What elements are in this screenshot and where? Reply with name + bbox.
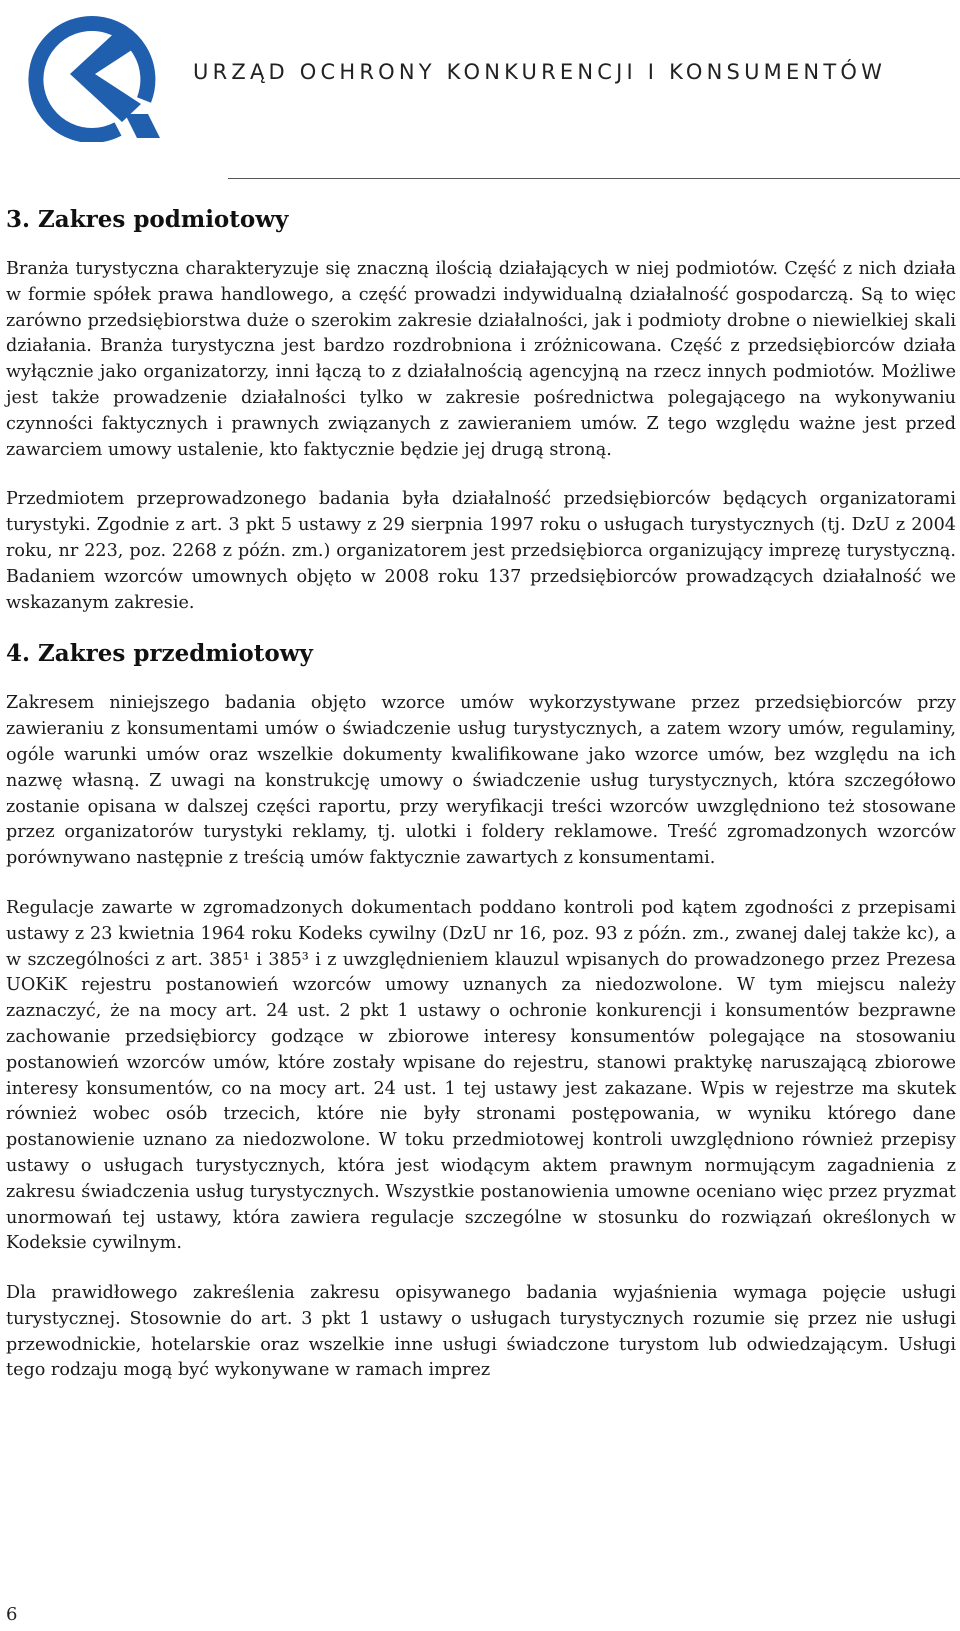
paragraph: Przedmiotem przeprowadzonego badania była działalność przedsiębiorców będących organizatorami turystyki. Zgodnie z art. 3 pkt 5 ustawy z 29 sierpnia 1997 roku o usługach turystycznych (tj. DzU z 2004 roku, nr 223, poz. 2268 z późn. zm.) organizatorem jest przedsiębiorca organizujący imprezę turystyczną. Badaniem wzorców umownych objęto w 2008 roku 137 przedsiębiorców prowadzących działalność we wskazanym zakresie. (6, 489, 956, 613)
uokik-logo-icon (26, 8, 162, 142)
section-heading-zakres-przedmiotowy: 4. Zakres przedmiotowy (6, 640, 313, 668)
section-heading-zakres-podmiotowy: 3. Zakres podmiotowy (6, 206, 289, 233)
page-number: 6 (6, 1604, 18, 1625)
paragraph: Branża turystyczna charakteryzuje się znaczną ilością działających w niej podmiotów. Część z nich działa w formie spółek prawa handlowego, a część prowadzi indywidualną działalność gospodarczą. Są to więc zarówno przedsiębiorstwa duże o szerokim zakresie działalności, jak i podmioty drobne o niewielkiej skali działania. Branża turystyczna jest bardzo rozdrobniona i zróżnicowana. Część z przedsiębiorców działa wyłącznie jako organizatorzy, inni łączą to z działalnością agencyjną na rzecz innych podmiotów. Możliwe jest także prowadzenie działalności tylko w zakresie pośrednictwa polegającego na wykonywaniu czynności faktycznych i prawnych związanych z zawieraniem umów. Z tego względu ważne jest przed zawarciem umowy ustalenie, kto faktycznie będzie jej drugą stroną. (6, 259, 956, 460)
page-header (0, 0, 960, 182)
paragraph: Zakresem niniejszego badania objęto wzorce umów wykorzystywane przez przedsiębiorców przy zawieraniu z konsumentami umów o świadczenie usług turystycznych, a zatem wzory umów, regulaminy, ogóle warunki umów oraz wszelkie dokumenty kwalifikowane jako wzorce umów, bez względu na ich nazwę własną. Z uwagi na konstrukcję umowy o świadczenie usług turystycznych, która szczegółowo zostanie opisana w dalszej części raportu, przy weryfikacji treści wzorców uwzględniono też stosowane przez organizatorów turystyki reklamy, tj. ulotki i foldery reklamowe. Treść zgromadzonych wzorców porównywano następnie z treścią umów faktycznie zawartych z konsumentami. (6, 693, 956, 869)
paragraph: Regulacje zawarte w zgromadzonych dokumentach poddano kontroli pod kątem zgodności z przepisami ustawy z 23 kwietnia 1964 roku Kodeks cywilny (DzU nr 16, poz. 93 z późn. zm., zwanej dalej także kc), a w szczególności z art. 385¹ i 385³ i z uwzględnieniem klauzul wpisanych do prowadzonego przez Prezesa UOKiK rejestru postanowień wzorców umowy uznanych za niedozwolone. W tym miejscu należy zaznaczyć, że na mocy art. 24 ust. 2 pkt 1 ustawy o ochronie konkurencji i konsumentów bezprawne zachowanie przedsiębiorcy godzące w zbiorowe interesy konsumentów polegające na stosowaniu postanowień wzorców umów, które zostały wpisane do rejestru, stanowi praktykę naruszającą zbiorowe interesy konsumentów, co na mocy art. 24 ust. 1 tej ustawy jest zakazane. Wpis w rejestrze ma skutek również wobec osób trzecich, które nie były stronami postępowania, w wyniku którego dane postanowienie uznano za niedozwolone. W toku przedmiotowej kontroli uwzględniono również przepisy ustawy o usługach turystycznych, która jest wiodącym aktem prawnym normującym zagadnienia z zakresu świadczenia usług turystycznych. Wszystkie postanowienia umowne oceniano więc przez pryzmat unormowań tej ustawy, która zawiera regulacje szczególne w stosunku do rozwiązań określonych w Kodeksie cywilnym. (6, 897, 956, 1254)
organization-name: URZĄD OCHRONY KONKURENCJI I KONSUMENTÓW (193, 60, 887, 84)
document-body (6, 198, 956, 1408)
paragraph: Dla prawidłowego zakreślenia zakresu opisywanego badania wyjaśnienia wymaga pojęcie usługi turystycznej. Stosownie do art. 3 pkt 1 ustawy o usługach turystycznych rozumie się przez nie usługi przewodnickie, hotelarskie oraz wszelkie inne usługi świadczone turystom lub odwiedzającym. Usługi tego rodzaju mogą być wykonywane w ramach imprez (6, 1283, 956, 1381)
header-divider (228, 178, 960, 179)
